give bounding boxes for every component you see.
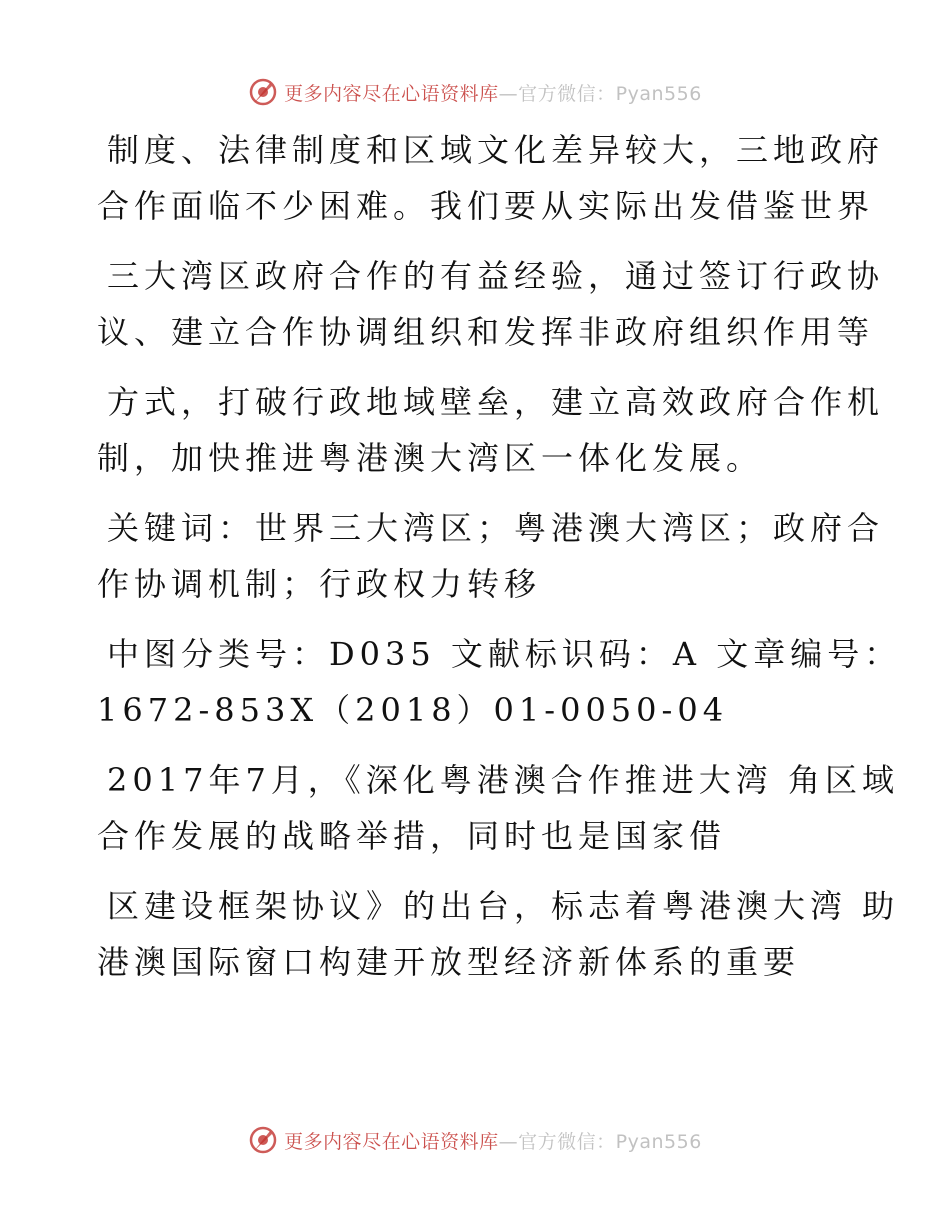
text-line: 2017年7月，《深化粤港澳合作推进大湾 角区域 — [107, 761, 899, 799]
paragraph — [97, 122, 885, 234]
text-line: 中图分类号：D035 文献标识码：A 文章编号： — [107, 635, 902, 673]
paragraph — [97, 248, 885, 360]
text-line: 关键词：世界三大湾区；粤港澳大湾区；政府合 — [107, 509, 885, 547]
text-line: 三大湾区政府合作的有益经验，通过签订行政协 — [107, 257, 885, 295]
keywords-paragraph — [97, 500, 885, 612]
text-line: 作协调机制；行政权力转移 — [97, 565, 542, 603]
watermark-footer — [0, 1120, 950, 1160]
text-line: 制，加快推进粤港澳大湾区一体化发展。 — [97, 439, 764, 477]
watermark-text: 更多内容尽在心语资料库—官方微信：Pyan556 — [284, 1130, 702, 1153]
document-body — [97, 122, 902, 990]
watermark-header — [0, 72, 950, 112]
text-line: 港澳国际窗口构建开放型经济新体系的重要 — [97, 943, 801, 981]
quill-logo-icon — [248, 77, 278, 107]
text-line: 1672-853X（2018）01-0050-04 — [97, 691, 729, 729]
paragraph — [97, 878, 900, 990]
text-line: 合作面临不少困难。我们要从实际出发借鉴世界 — [97, 187, 875, 225]
paragraph — [97, 752, 899, 864]
text-line: 合作发展的战略举措，同时也是国家借 — [97, 817, 727, 855]
text-line: 议、建立合作协调组织和发挥非政府组织作用等 — [97, 313, 875, 351]
watermark-text: 更多内容尽在心语资料库—官方微信：Pyan556 — [284, 82, 702, 105]
text-line: 制度、法律制度和区域文化差异较大，三地政府 — [107, 131, 885, 169]
quill-logo-icon — [248, 1125, 278, 1155]
paragraph — [97, 374, 885, 486]
text-line: 区建设框架协议》的出台，标志着粤港澳大湾 助 — [107, 887, 900, 925]
text-line: 方式，打破行政地域壁垒，建立高效政府合作机 — [107, 383, 885, 421]
classification-paragraph — [97, 626, 902, 738]
